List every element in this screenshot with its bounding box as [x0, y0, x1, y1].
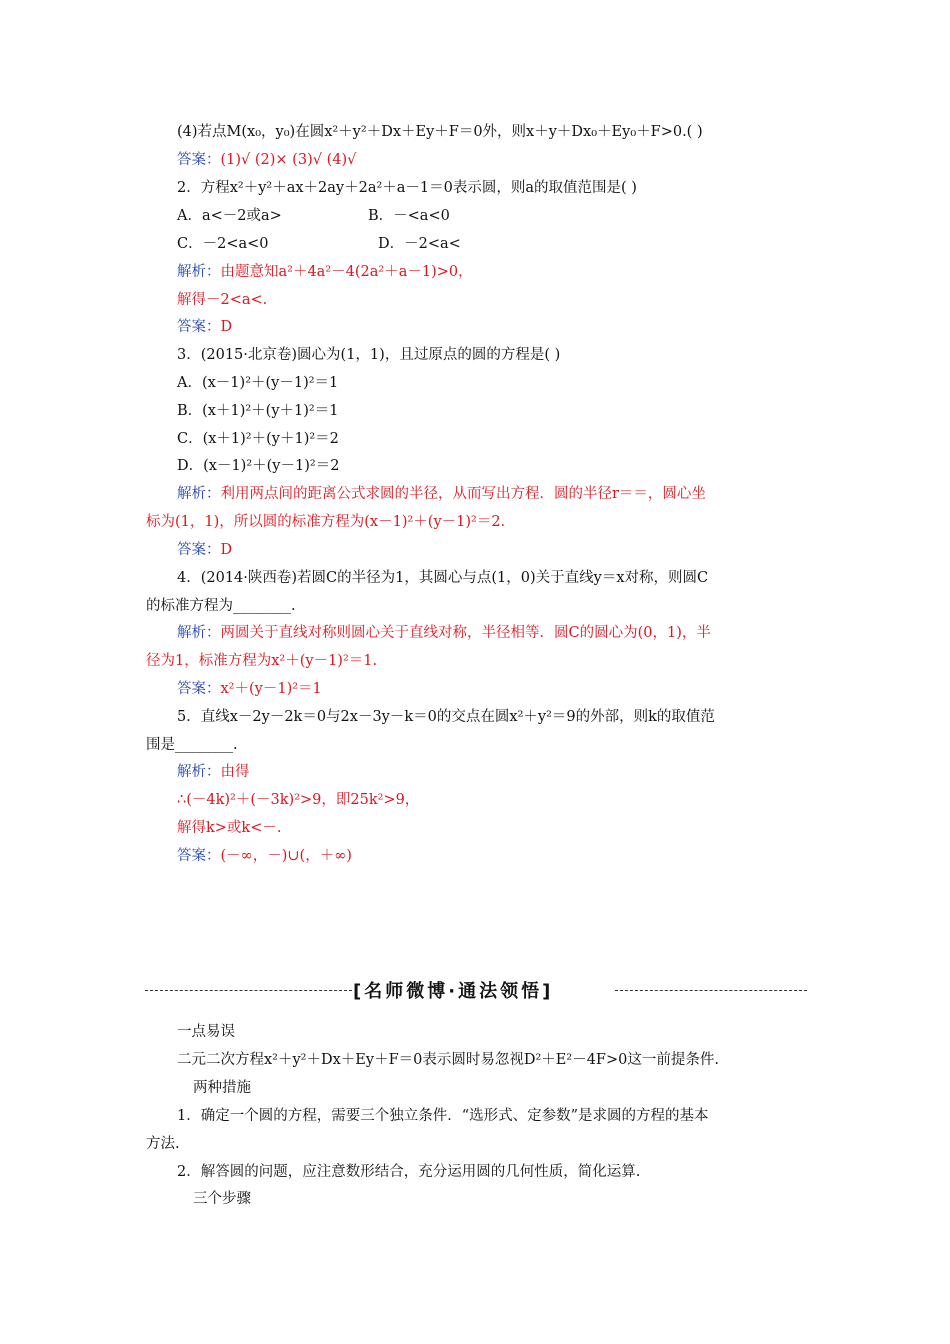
text-line: 答案：D: [177, 319, 233, 335]
text-line: 解析：两圆关于直线对称则圆心关于直线对称，半径相等．圆C的圆心为(0，1)，半: [177, 625, 711, 641]
text-line: 答案：x²＋(y－1)²＝1: [177, 681, 322, 697]
text-line: 4．(2014·陕西卷)若圆C的半径为1，其圆心与点(1，0)关于直线y＝x对称，则圆C: [177, 570, 709, 586]
text-line: 解析：由得: [177, 764, 250, 780]
text-line: 解析：由题意知a²＋4a²－4(2a²＋a－1)>0，: [177, 264, 473, 280]
text-line: B．－<a<0: [368, 208, 450, 224]
text-line: C．－2<a<0: [177, 236, 269, 252]
text-line: 两种措施: [193, 1080, 251, 1096]
banner-dash-right: [615, 990, 807, 991]
text-line: 围是________.: [146, 737, 238, 753]
text-line: 答案：D: [177, 542, 233, 558]
text-line: 答案：(－∞，－)∪(，＋∞): [177, 848, 352, 864]
text-line: 5．直线x－2y－2k＝0与2x－3y－k＝0的交点在圆x²＋y²＝9的外部，则k的取值范: [177, 709, 715, 725]
text-line: A．(x－1)²＋(y－1)²＝1: [177, 375, 339, 391]
text-line: 三个步骤: [193, 1191, 251, 1207]
text-line: 答案：(1)√ (2)× (3)√ (4)√: [177, 152, 357, 168]
text-line: 方法.: [146, 1136, 180, 1152]
text-line: D．－2<a<: [378, 236, 461, 252]
text-line: 标为(1，1)，所以圆的标准方程为(x－1)²＋(y－1)²＝2.: [146, 514, 506, 530]
section-banner: [145, 976, 807, 1006]
text-line: 解析：利用两点间的距离公式求圆的半径，从而写出方程．圆的半径r＝＝，圆心坐: [177, 486, 706, 502]
text-line: 解得－2<a<.: [177, 292, 268, 308]
text-line: D．(x－1)²＋(y－1)²＝2: [177, 458, 340, 474]
text-line: 2．解答圆的问题，应注意数形结合，充分运用圆的几何性质，简化运算.: [177, 1164, 641, 1180]
text-line: 3．(2015·北京卷)圆心为(1，1)，且过原点的圆的方程是( ): [177, 347, 561, 363]
text-line: 径为1，标准方程为x²＋(y－1)²＝1.: [146, 653, 378, 669]
text-line: 二元二次方程x²＋y²＋Dx＋Ey＋F＝0表示圆时易忽视D²＋E²－4F>0这一前提条件.: [177, 1052, 719, 1068]
text-line: B．(x＋1)²＋(y＋1)²＝1: [177, 403, 339, 419]
text-line: 一点易误: [177, 1024, 235, 1040]
banner-title: [名师微博·通法领悟]: [353, 981, 554, 1002]
text-line: 的标准方程为________.: [146, 598, 296, 614]
text-line: (4)若点M(x₀，y₀)在圆x²＋y²＋Dx＋Ey＋F＝0外，则x＋y＋Dx₀＋Ey₀＋F>0.( ): [177, 124, 703, 140]
banner-dash-left: [145, 990, 352, 991]
text-line: 1．确定一个圆的方程，需要三个独立条件．“选形式、定参数”是求圆的方程的基本: [177, 1108, 709, 1124]
text-line: ∴(－4k)²＋(－3k)²>9，即25k²>9，: [177, 792, 420, 808]
text-line: C．(x＋1)²＋(y＋1)²＝2: [177, 431, 339, 447]
text-line: A．a<－2或a>: [177, 208, 282, 224]
text-line: 2．方程x²＋y²＋ax＋2ay＋2a²＋a－1＝0表示圆，则a的取值范围是( ): [177, 180, 637, 196]
text-line: 解得k>或k<－.: [177, 820, 282, 836]
